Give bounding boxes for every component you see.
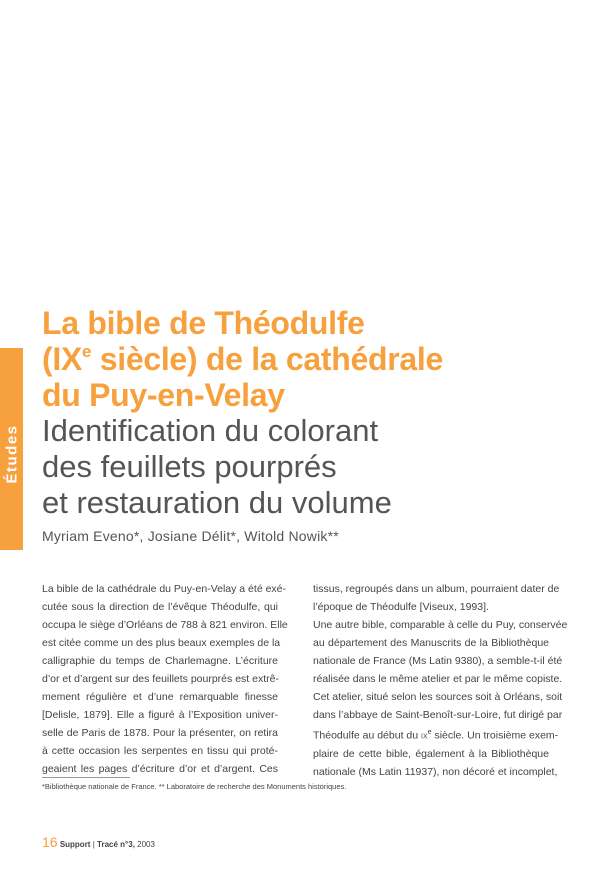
century-numeral: ix xyxy=(421,729,428,742)
body-line: dans l’abbaye de Saint-Benoît-sur-Loire, fut dirigé par xyxy=(313,709,563,721)
footer-separator: | xyxy=(92,840,95,849)
section-tab-label: Études xyxy=(3,424,20,484)
publication-year: 2003 xyxy=(137,840,155,849)
page-number: 16 xyxy=(42,834,58,850)
rubric-label: Support xyxy=(59,840,91,849)
body-column-right xyxy=(313,580,568,781)
footnote-divider xyxy=(42,777,130,778)
body-line: Cet atelier, situé selon les sources soit à Orléans, soit xyxy=(313,691,563,703)
subtitle-line-3: et restauration du volume xyxy=(42,485,392,520)
page-footer xyxy=(42,834,155,850)
century-superscript: e xyxy=(427,729,432,736)
article-subtitle xyxy=(42,413,582,521)
body-line-with-century: Théodulfe au début du $ix^e$ siècle. Un troisième exem- xyxy=(313,729,559,742)
century-superscript: e xyxy=(82,342,92,361)
body-line: La bible de la cathédrale du Puy-en-Velay a été exé- xyxy=(42,583,286,595)
body-line: calligraphie du temps de Charlemagne. L’écriture xyxy=(42,655,278,667)
body-line: tissus, regroupés dans un album, pourraient dater de xyxy=(313,583,560,595)
body-column-left xyxy=(42,580,288,778)
body-line: nationale de France (Ms Latin 9380), a semble-t-il été xyxy=(313,655,563,667)
journal-name: Tracé n°3, xyxy=(97,840,135,849)
body-line: est citée comme un des plus beaux exemples de la xyxy=(42,637,281,649)
body-line: d’or et d’argent sur des feuillets pourprés est extrê- xyxy=(42,673,279,685)
body-line: l’époque de Théodulfe [Viseux, 1993]. xyxy=(313,601,489,613)
body-line: à cette occasion les serpentes en tissu qui proté- xyxy=(42,745,278,757)
article-title xyxy=(42,305,582,413)
body-line: geaient les pages d’écriture d’or et d’argent. Ces xyxy=(42,763,278,775)
subtitle-line-1: Identification du colorant xyxy=(42,413,379,448)
body-line: selle de Paris de 1878. Pour la présenter, on retira xyxy=(42,727,278,739)
title-line-1: La bible de Théodulfe xyxy=(42,305,365,341)
body-line: Une autre bible, comparable à celle du Puy, conservée xyxy=(313,619,568,631)
title-line-3: du Puy-en-Velay xyxy=(42,377,285,413)
body-line: cutée sous la direction de l’évêque Théodulfe, qui xyxy=(42,601,278,613)
body-line: au département des Manuscrits de la Bibliothèque xyxy=(313,637,549,649)
body-line: réalisée dans le même atelier et par le même copiste. xyxy=(313,673,563,685)
body-line: nationale (Ms Latin 11937), non décoré et incomplet, xyxy=(313,765,558,778)
authors-line: Myriam Eveno*, Josiane Délit*, Witold Nowik** xyxy=(42,528,339,544)
subtitle-line-2: des feuillets pourprés xyxy=(42,449,337,484)
body-line: mement régulière et d’une remarquable finesse xyxy=(42,691,278,703)
body-line: plaire de cette bible, également à la Bibliothèque xyxy=(313,747,549,760)
footnote: *Bibliothèque nationale de France. ** Laboratoire de recherche des Monuments historiques. xyxy=(42,782,347,791)
body-line: [Delisle, 1879]. Elle a figuré à l’Exposition univer- xyxy=(42,709,278,721)
century-numeral: (IX xyxy=(42,341,82,377)
title-line-2: (IXe siècle) de la cathédrale xyxy=(42,341,443,377)
body-line: occupa le siège d’Orléans de 788 à 821 environ. Elle xyxy=(42,619,288,631)
